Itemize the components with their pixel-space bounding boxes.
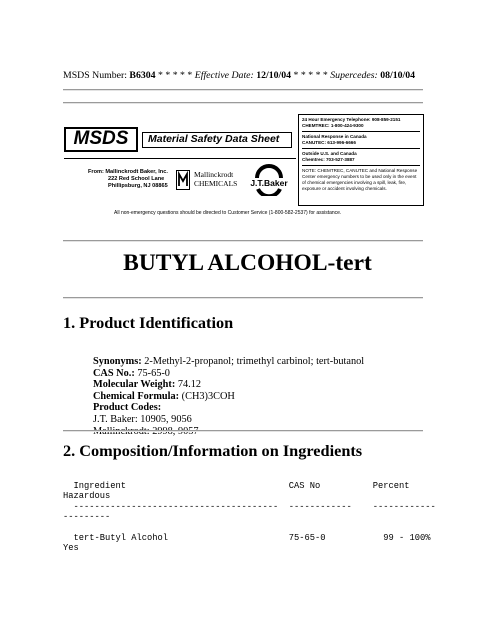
emergency-contacts-box <box>298 114 424 206</box>
synonyms-row: Synonyms: 2-Methyl-2-propanol; trimethyl carbinol; tert-butanol <box>93 356 365 367</box>
product-codes-mallinckrodt: Mallinckrodt: 2998, 9057 <box>93 425 199 437</box>
jtbaker-text: J.T.Baker <box>250 178 288 188</box>
note-text: NOTE: CHEMTREC, CANUTEC and National Response Center emergency numbers to be used only in the event of chemical emergencies involving a spill, leak, fire, exposure or accident involving chemicals. <box>302 168 418 191</box>
header-rule <box>64 158 296 159</box>
msds-title-box: Material Safety Data Sheet <box>142 132 292 148</box>
msds-logo: MSDS <box>64 127 138 152</box>
msds-number: B6304 <box>129 70 156 81</box>
chemical-formula-row: Chemical Formula: (CH3)3COH <box>93 390 235 402</box>
from-address: From: Mallinckrodt Baker, Inc. 222 Red School Lane Phillipsburg, NJ 08865 <box>88 169 168 189</box>
table-line: --------- <box>63 512 111 523</box>
emergency-section: 24 Hour Emergency Telephone: 908-859-2151 CHEMTREC: 1-800-424-9300 <box>302 117 420 132</box>
supercedes-date: 08/10/04 <box>380 70 416 81</box>
product-identification-body <box>93 356 364 437</box>
divider <box>63 102 423 104</box>
section-heading-composition: 2. Composition/Information on Ingredients <box>63 441 363 460</box>
ingredients-table <box>63 481 436 554</box>
divider <box>63 240 423 242</box>
msds-header-graphic <box>64 114 424 219</box>
product-codes-label: Product Codes: <box>93 402 162 414</box>
table-line: tert-Butyl Alcohol 75-65-0 99 - 100% <box>63 533 431 544</box>
cas-row: CAS No.: 75-65-0 <box>93 367 170 379</box>
jtbaker-logo-icon <box>248 164 290 196</box>
effective-date: 12/10/04 <box>256 70 292 81</box>
table-line: Ingredient CAS No Percent <box>63 481 410 491</box>
divider <box>63 297 423 299</box>
divider <box>63 430 423 432</box>
section-heading-product-identification: 1. Product Identification <box>63 313 234 332</box>
document-title: BUTYL ALCOHOL-tert <box>123 250 372 276</box>
outside-section: Outside U.S. and Canada Chemtrec: 703-527-3887 <box>302 151 420 166</box>
canada-section: National Response in Canada CANUTEC: 613-996-6666 <box>302 134 420 149</box>
molecular-weight-row: Molecular Weight: 74.12 <box>93 379 202 391</box>
assistance-note: All non-emergency questions should be directed to Customer Service (1-800-582-2537) for assistance. <box>114 210 342 216</box>
mallinckrodt-logo-icon <box>176 170 190 190</box>
table-line: Hazardous <box>63 491 111 502</box>
table-line: --------------------------------------- ------------ ------------ <box>63 501 436 512</box>
divider <box>63 89 423 91</box>
product-codes-jtbaker: J.T. Baker: 10905, 9056 <box>93 413 192 425</box>
table-line: Yes <box>63 543 79 554</box>
mallinckrodt-name: Mallinckrodt CHEMICALS <box>194 170 238 188</box>
msds-number-line: MSDS Number: B6304 * * * * * Effective Date: 12/10/04 * * * * * Supercedes: 08/10/04 <box>63 70 416 81</box>
